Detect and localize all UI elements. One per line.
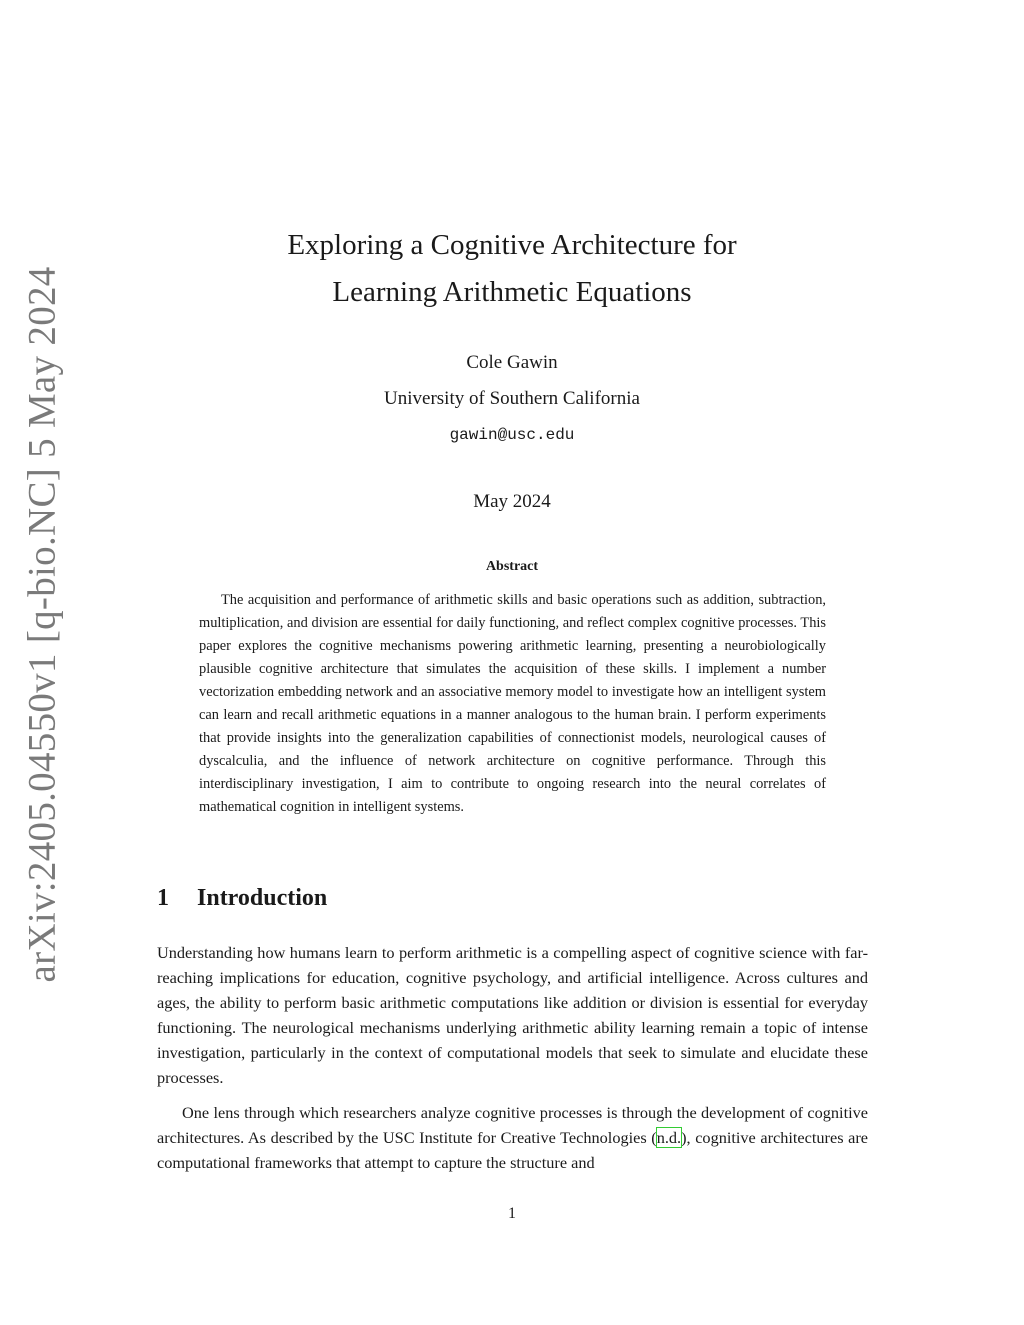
paper-date: May 2024 (473, 491, 551, 512)
intro-paragraph-2 (157, 1100, 868, 1175)
title-line-1: Exploring a Cognitive Architecture for (287, 229, 737, 261)
page-number: 1 (508, 1205, 516, 1222)
author-email: gawin@usc.edu (449, 426, 575, 444)
paper-title (0, 222, 1024, 316)
title-line-2: Learning Arithmetic Equations (332, 276, 692, 308)
author-affiliation: University of Southern California (384, 388, 640, 409)
intro-paragraph-1: Understanding how humans learn to perform arithmetic is a compelling aspect of cognitive science with far-reaching implications for education, cognitive psychology, and artificial intelligence. Across cultures and ages, the ability to perform basic arithmetic computations like addition or division is essential for everyday functioning. The neurological mechanisms underlying arithmetic ability learning remain a topic of intense investigation, particularly in the context of computational models that seek to simulate and elucidate these processes. (157, 943, 868, 1087)
section-heading (157, 882, 327, 914)
arxiv-side-stamp: arXiv:2405.04550v1 [q-bio.NC] 5 May 2024 (20, 266, 64, 983)
author-name: Cole Gawin (466, 352, 558, 373)
abstract-heading: Abstract (485, 559, 539, 574)
citation-link[interactable]: n.d. (656, 1128, 682, 1147)
abstract-text: The acquisition and performance of arithmetic skills and basic operations such as addition, subtraction, multiplication, and division are essential for daily functioning, and reflect complex cognitive processes. This paper explores the cognitive mechanisms powering arithmetic learning, presenting a neurobiologically plausible cognitive architecture that simulates the acquisition of these skills. I implement a number vectorization embedding network and an associative memory model to investigate how an intelligent system can learn and recall arithmetic equations in a manner analogous to the human brain. I perform experiments that provide insights into the generalization capabilities of connectionist models, neurological causes of dyscalculia, and the influence of network architecture on cognitive performance. Through this interdisciplinary investigation, I aim to contribute to ongoing research into the neural correlates of mathematical cognition in intelligent systems. (199, 592, 826, 815)
paragraph-2-text-before: One lens through which researchers analyze cognitive processes is through the development of cognitive architectures. As described by the USC Institute for Creative Technologies ( (157, 1103, 868, 1147)
paragraph-2-text-after: ), cognitive architectures are computational frameworks that attempt to capture the structure and (157, 1128, 868, 1172)
section-title: Introduction (197, 885, 328, 911)
section-number: 1 (157, 885, 169, 911)
